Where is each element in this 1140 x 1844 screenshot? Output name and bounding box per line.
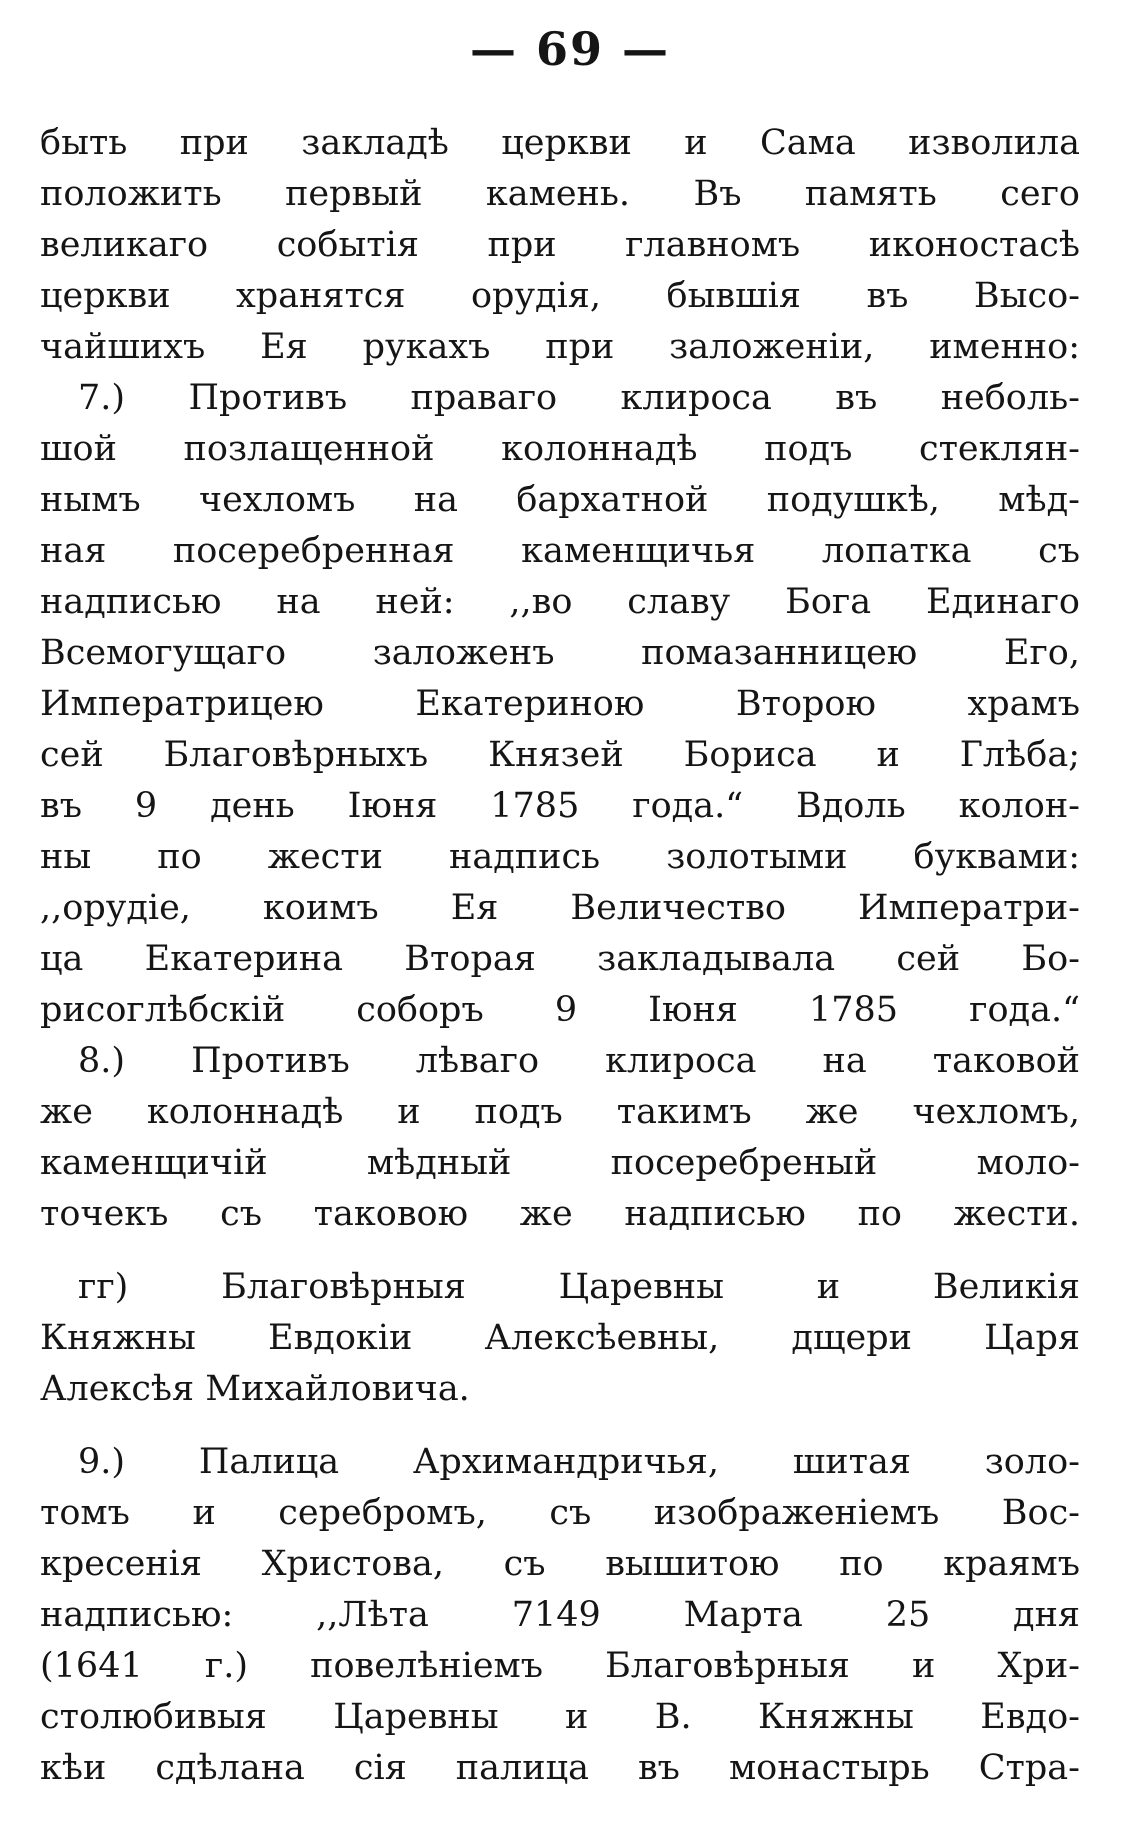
text-line: кресенія Христова, съ вышитою по краямъ	[40, 1544, 1080, 1584]
text-line: ,,орудіе, коимъ Ея Величество Императри-	[40, 888, 1080, 928]
text-line: въ 9 день Іюня 1785 года.“ Вдоль колон-	[40, 786, 1080, 826]
text-line: (1641 г.) повелѣніемъ Благовѣрныя и Хри-	[40, 1646, 1080, 1686]
text-line: сей Благовѣрныхъ Князей Бориса и Глѣба;	[40, 735, 1080, 775]
text-line: ца Екатерина Вторая закладывала сей Бо-	[40, 939, 1080, 979]
text-line: ная посеребренная каменщичья лопатка съ	[40, 531, 1080, 571]
text-line: нымъ чехломъ на бархатной подушкѣ, мѣд-	[40, 480, 1080, 520]
text-line: положить первый камень. Въ память сего	[40, 174, 1080, 214]
text-line: Императрицею Екатериною Второю храмъ	[40, 684, 1080, 724]
paragraph-3	[40, 1437, 1080, 1794]
text-line: надписью: ,,Лѣта 7149 Марта 25 дня	[40, 1595, 1080, 1635]
text-line: гг) Благовѣрныя Царевны и Великія	[78, 1267, 1080, 1307]
text-line: кѣи сдѣлана сія палица въ монастырь Стра-	[40, 1748, 1080, 1788]
paragraph-1	[40, 118, 1080, 1240]
text-line: великаго событія при главномъ иконостасѣ	[40, 225, 1080, 265]
text-line: точекъ съ таковою же надписью по жести.	[40, 1194, 1080, 1234]
text-line: Княжны Евдокіи Алексѣевны, дщери Царя	[40, 1318, 1080, 1358]
text-line: рисоглѣбскій соборъ 9 Іюня 1785 года.“	[40, 990, 1080, 1030]
text-line: Алексѣя Михайловича.	[40, 1369, 470, 1409]
text-line: столюбивыя Царевны и В. Княжны Евдо-	[40, 1697, 1080, 1737]
paragraph-2	[40, 1262, 1080, 1415]
text-line: надписью на ней: ,,во славу Бога Единаго	[40, 582, 1080, 622]
text-line: ны по жести надпись золотыми буквами:	[40, 837, 1080, 877]
page-number: — 69 —	[469, 22, 671, 76]
text-line: 7.) Противъ праваго клироса въ неболь-	[78, 378, 1080, 418]
text-line: 8.) Противъ лѣваго клироса на таковой	[78, 1041, 1080, 1081]
text-line: Всемогущаго заложенъ помазанницею Его,	[40, 633, 1080, 673]
text-line: быть при закладѣ церкви и Сама изволила	[40, 123, 1080, 163]
text-line: каменщичій мѣдный посеребреный моло-	[40, 1143, 1080, 1183]
text-line: 9.) Палица Архимандричья, шитая золо-	[78, 1442, 1080, 1482]
text-line: шой позлащенной колоннадѣ подъ стеклян-	[40, 429, 1080, 469]
text-line: томъ и серебромъ, съ изображеніемъ Вос-	[40, 1493, 1080, 1533]
text-line: чайшихъ Ея рукахъ при заложеніи, именно:	[40, 327, 1080, 367]
text-line: церкви хранятся орудія, бывшія въ Высо-	[40, 276, 1080, 316]
text-line: же колоннадѣ и подъ такимъ же чехломъ,	[40, 1092, 1080, 1132]
